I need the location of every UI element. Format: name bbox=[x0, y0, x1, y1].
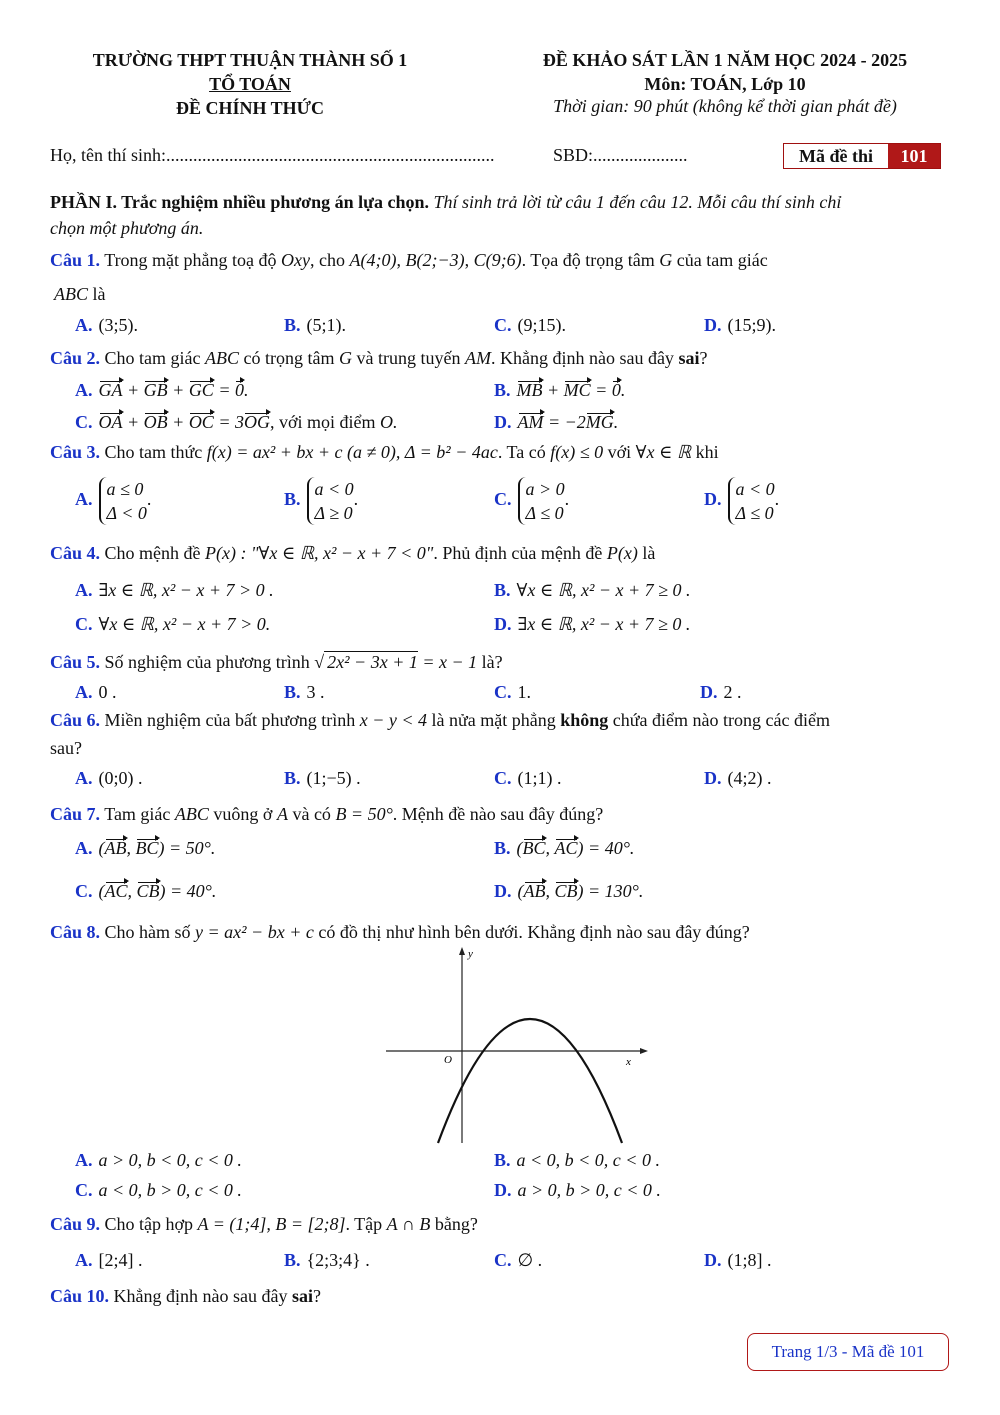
q1-point-a: A(4;0) bbox=[349, 250, 397, 270]
option-text: (1;8] . bbox=[727, 1250, 772, 1270]
option-letter: A. bbox=[75, 768, 93, 788]
parabola-graph bbox=[380, 945, 650, 1145]
option-letter: A. bbox=[75, 315, 93, 335]
q1-option-b[interactable] bbox=[284, 315, 346, 336]
option-letter: B. bbox=[284, 768, 301, 788]
exam-code-box bbox=[783, 143, 941, 169]
q6-bold: không bbox=[560, 710, 609, 730]
q2-sai: sai bbox=[678, 348, 700, 368]
q2-opt-c-tail: , với mọi điểm bbox=[269, 412, 376, 432]
group-name: TỔ TOÁN bbox=[209, 74, 291, 94]
q9-text-c: bằng? bbox=[434, 1214, 478, 1234]
q6-option-c[interactable] bbox=[494, 768, 562, 789]
q8-option-a[interactable] bbox=[75, 1150, 242, 1171]
q2-text-b: có trọng tâm bbox=[243, 348, 335, 368]
question-1-cont bbox=[54, 284, 106, 305]
option-letter: B. bbox=[284, 315, 301, 335]
option-letter: A. bbox=[75, 838, 93, 858]
option-letter: D. bbox=[704, 768, 722, 788]
option-text: 1. bbox=[517, 682, 531, 702]
q5-text-a: Số nghiệm của phương trình bbox=[104, 652, 310, 672]
option-letter: C. bbox=[494, 768, 512, 788]
q7-option-b[interactable]: B. (BC, AC) = 40°. bbox=[494, 838, 635, 858]
origin-label: O bbox=[444, 1054, 452, 1066]
option-letter: B. bbox=[284, 1250, 301, 1270]
q3-option-b[interactable]: B.a < 0 Δ ≥ 0. bbox=[284, 479, 359, 523]
q3-option-d[interactable]: D.a < 0 Δ ≤ 0. bbox=[704, 479, 780, 523]
option-letter: C. bbox=[494, 682, 512, 702]
q1-text: Trong mặt phẳng toạ độ bbox=[104, 250, 277, 270]
option-letter: B. bbox=[494, 1150, 511, 1170]
option-letter: C. bbox=[494, 489, 512, 510]
option-letter: B. bbox=[494, 580, 511, 600]
q9-text-a: Cho tập hợp bbox=[104, 1214, 194, 1234]
q5-option-d[interactable] bbox=[700, 682, 742, 703]
option-text: 0 . bbox=[98, 682, 117, 702]
q10-label: Câu 10. bbox=[50, 1286, 110, 1306]
option-letter: D. bbox=[704, 315, 722, 335]
q10-sai: sai bbox=[291, 1286, 313, 1306]
question-7: Câu 7. Tam giác ABC vuông ở A và có B = 50°. Mệnh đề nào sau đây đúng? bbox=[50, 804, 604, 824]
q1-text-d: của tam giác bbox=[676, 250, 768, 270]
q6-text-b: là nửa mặt phẳng bbox=[431, 710, 556, 730]
option-text: (0;0) . bbox=[98, 768, 143, 788]
option-letter: D. bbox=[494, 1180, 512, 1200]
q2-text-d: . Khẳng định nào sau đây bbox=[490, 348, 674, 368]
q4-option-c[interactable]: C. ∀x ∈ ℝ, x² − x + 7 > 0. bbox=[75, 614, 271, 634]
q7-option-d[interactable]: D. (AB, CB) = 130°. bbox=[494, 881, 644, 901]
q5-option-b[interactable] bbox=[284, 682, 325, 703]
section-instruction-2: chọn một phương án. bbox=[50, 218, 204, 238]
option-letter: A. bbox=[75, 489, 93, 510]
option-letter: C. bbox=[494, 1250, 512, 1270]
q9-option-b[interactable] bbox=[284, 1250, 370, 1271]
q5-option-a[interactable] bbox=[75, 682, 117, 703]
q1-oxy: Oxy bbox=[281, 250, 311, 270]
question-2 bbox=[50, 348, 707, 369]
question-5: Câu 5. Số nghiệm của phương trình √ 2x² − 3x + 1 = x − 1 là? bbox=[50, 652, 503, 672]
option-letter: A. bbox=[75, 1150, 93, 1170]
q1-text-e: là bbox=[92, 284, 106, 304]
option-letter: A. bbox=[75, 380, 93, 400]
q6-text-a: Miền nghiệm của bất phương trình bbox=[104, 710, 356, 730]
q4-text-b: . Phủ định của mệnh đề bbox=[433, 543, 603, 563]
q1-text-c: . Tọa độ trọng tâm bbox=[521, 250, 655, 270]
parabola-curve bbox=[438, 1019, 622, 1143]
option-letter: B. bbox=[494, 838, 511, 858]
q2-option-a[interactable]: A. GA + GB + GC = 0. bbox=[75, 380, 249, 400]
q8-option-b[interactable] bbox=[494, 1150, 660, 1171]
q4-label: Câu 4. bbox=[50, 543, 101, 563]
q1-option-c[interactable] bbox=[494, 315, 566, 336]
q2-g: G bbox=[338, 348, 352, 368]
y-axis-arrow bbox=[459, 947, 465, 955]
q3-option-c[interactable]: C.a > 0 Δ ≤ 0. bbox=[494, 479, 570, 523]
option-text: (5;1). bbox=[306, 315, 347, 335]
q7-text-b: vuông ở bbox=[213, 804, 273, 824]
option-letter: B. bbox=[494, 380, 511, 400]
page-footer: Trang 1/3 - Mã đề 101 bbox=[747, 1333, 949, 1371]
q6-option-b[interactable] bbox=[284, 768, 361, 789]
option-text: (4;2) . bbox=[727, 768, 772, 788]
option-text: (1;−5) . bbox=[306, 768, 361, 788]
q1-option-a[interactable] bbox=[75, 315, 138, 336]
q1-abc: ABC bbox=[54, 284, 88, 304]
q3-text-a: Cho tam thức bbox=[104, 442, 203, 462]
question-10 bbox=[50, 1286, 321, 1307]
q3-text-d: khi bbox=[695, 442, 719, 462]
option-text: a > 0, b < 0, c < 0 . bbox=[98, 1150, 242, 1170]
q3-text-c: với bbox=[607, 442, 632, 462]
q7-option-c[interactable]: C. (AC, CB) = 40°. bbox=[75, 881, 217, 901]
exam-code-label: Mã đề thi bbox=[799, 146, 873, 166]
student-name-label: Họ, tên thí sinh:......................................................................... bbox=[50, 145, 495, 165]
option-letter: D. bbox=[494, 412, 512, 432]
option-text: (1;1) . bbox=[517, 768, 562, 788]
q7-label: Câu 7. bbox=[50, 804, 101, 824]
q6-label: Câu 6. bbox=[50, 710, 101, 730]
option-letter: A. bbox=[75, 580, 93, 600]
q5-option-c[interactable] bbox=[494, 682, 531, 703]
option-letter: C. bbox=[75, 1180, 93, 1200]
option-letter: D. bbox=[494, 614, 512, 634]
q9-label: Câu 9. bbox=[50, 1214, 101, 1234]
option-text: a < 0, b > 0, c < 0 . bbox=[98, 1180, 242, 1200]
option-text: 3 . bbox=[306, 682, 325, 702]
q8-label: Câu 8. bbox=[50, 922, 101, 942]
option-letter: C. bbox=[75, 412, 93, 432]
q9-option-d[interactable] bbox=[704, 1250, 772, 1271]
question-3: Câu 3. Cho tam thức f(x) = ax² + bx + c (a ≠ 0), Δ = b² − 4ac. Ta có f(x) ≤ 0 với ∀x ∈ ℝ khi bbox=[50, 442, 719, 462]
q1-g: G bbox=[659, 250, 673, 270]
q3-text-b: . Ta có bbox=[497, 442, 546, 462]
option-letter: D. bbox=[704, 1250, 722, 1270]
q9-option-c[interactable] bbox=[494, 1250, 542, 1271]
exam-time: Thời gian: 90 phút (không kể thời gian phát đề) bbox=[553, 96, 897, 116]
question-8: Câu 8. Cho hàm số y = ax² − bx + c có đồ thị như hình bên dưới. Khẳng định nào sau đây đúng? bbox=[50, 922, 750, 942]
option-letter: A. bbox=[75, 1250, 93, 1270]
q2-text-c: và trung tuyến bbox=[356, 348, 461, 368]
question-6: Câu 6. Miền nghiệm của bất phương trình x − y < 4 là nửa mặt phẳng không chứa điểm nào trong các điểm bbox=[50, 710, 830, 730]
q2-label: Câu 2. bbox=[50, 348, 101, 368]
option-letter: C. bbox=[494, 315, 512, 335]
q2-option-d[interactable]: D. AM = −2MG. bbox=[494, 412, 619, 432]
q2-am: AM bbox=[464, 348, 491, 368]
q8-text-a: Cho hàm số bbox=[104, 922, 191, 942]
q4-text-a: Cho mệnh đề bbox=[104, 543, 201, 563]
option-text: a < 0, b < 0, c < 0 . bbox=[516, 1150, 660, 1170]
q10-end: ? bbox=[313, 1286, 321, 1306]
q8-text-b: có đồ thị như hình bên dưới. Khẳng định nào sau đây đúng? bbox=[318, 922, 750, 942]
q9-text-b: . Tập bbox=[345, 1214, 383, 1234]
q10-text-a: Khẳng định nào sau đây bbox=[113, 1286, 288, 1306]
x-axis-arrow bbox=[640, 1048, 648, 1054]
exam-title: ĐỀ KHẢO SÁT LẦN 1 NĂM HỌC 2024 - 2025 bbox=[542, 50, 908, 70]
option-text: (3;5). bbox=[98, 315, 138, 335]
option-text: 2 . bbox=[723, 682, 742, 702]
option-letter: A. bbox=[75, 682, 93, 702]
question-6-cont: sau? bbox=[50, 738, 82, 758]
q4-option-d[interactable]: D. ∃x ∈ ℝ, x² − x + 7 ≥ 0 . bbox=[494, 614, 691, 634]
option-letter: C. bbox=[75, 614, 93, 634]
q2-text-a: Cho tam giác bbox=[104, 348, 201, 368]
q1-point-c: C(9;6) bbox=[473, 250, 522, 270]
q5-text-b: là? bbox=[481, 652, 503, 672]
sbd-label: SBD:..................... bbox=[553, 145, 688, 165]
q5-label: Câu 5. bbox=[50, 652, 101, 672]
option-text: [2;4] . bbox=[98, 1250, 143, 1270]
y-axis-label: y bbox=[468, 948, 473, 960]
q1-option-d[interactable] bbox=[704, 315, 776, 336]
option-letter: D. bbox=[704, 489, 722, 510]
q7-text-c: và có bbox=[292, 804, 331, 824]
q4-option-b[interactable]: B. ∀x ∈ ℝ, x² − x + 7 ≥ 0 . bbox=[494, 580, 691, 600]
section-title: PHẦN I. Trắc nghiệm nhiều phương án lựa chọn. bbox=[50, 192, 429, 212]
option-letter: B. bbox=[284, 682, 301, 702]
option-letter: D. bbox=[494, 881, 512, 901]
q1-point-b: B(2;−3) bbox=[405, 250, 465, 270]
q4-text-c: là bbox=[642, 543, 656, 563]
option-letter: C. bbox=[75, 881, 93, 901]
q7-text-d: . Mệnh đề nào sau đây đúng? bbox=[392, 804, 604, 824]
q9-option-a[interactable] bbox=[75, 1250, 143, 1271]
exam-subject: Môn: TOÁN, Lớp 10 bbox=[644, 74, 806, 94]
question-1: Câu 1. Trong mặt phẳng toạ độ Oxy, cho A(4;0), B(2;−3), C(9;6). Tọa độ trọng tâm G của tam giác bbox=[50, 250, 768, 270]
option-letter: D. bbox=[700, 682, 718, 702]
option-text: (9;15). bbox=[517, 315, 566, 335]
q1-text-b: , cho bbox=[310, 250, 346, 270]
section-instruction: Thí sinh trả lời từ câu 1 đến câu 12. Mỗi câu thí sinh chỉ bbox=[433, 192, 842, 212]
section-heading bbox=[50, 192, 841, 213]
exam-code-value: 101 bbox=[888, 144, 940, 168]
q2-end: ? bbox=[699, 348, 708, 368]
official-label: ĐỀ CHÍNH THỨC bbox=[175, 98, 325, 118]
q8-option-c[interactable] bbox=[75, 1180, 242, 1201]
q6-option-d[interactable] bbox=[704, 768, 772, 789]
q6-text-c: chứa điểm nào trong các điểm bbox=[612, 710, 830, 730]
q4-option-a[interactable]: A. ∃x ∈ ℝ, x² − x + 7 > 0 . bbox=[75, 580, 274, 600]
q2-abc: ABC bbox=[205, 348, 239, 368]
q6-option-a[interactable] bbox=[75, 768, 143, 789]
q7-text-a: Tam giác bbox=[104, 804, 171, 824]
option-text: ∅ . bbox=[517, 1250, 543, 1270]
q8-option-d[interactable] bbox=[494, 1180, 661, 1201]
option-letter: B. bbox=[284, 489, 301, 510]
q2-option-b[interactable]: B. MB + MC = 0. bbox=[494, 380, 626, 400]
x-axis-label: x bbox=[626, 1056, 631, 1068]
option-text: (15;9). bbox=[727, 315, 776, 335]
q1-label: Câu 1. bbox=[50, 250, 101, 270]
question-4: Câu 4. Cho mệnh đề P(x) : "∀x ∈ ℝ, x² − x + 7 < 0". Phủ định của mệnh đề P(x) là bbox=[50, 543, 656, 563]
question-9: Câu 9. Cho tập hợp A = (1;4], B = [2;8]. Tập A ∩ B bằng? bbox=[50, 1214, 478, 1234]
q3-label: Câu 3. bbox=[50, 442, 101, 462]
school-name: TRƯỜNG THPT THUẬN THÀNH SỐ 1 bbox=[92, 50, 408, 70]
option-text: {2;3;4} . bbox=[306, 1250, 370, 1270]
q2-option-c[interactable]: C. OA + OB + OC = 3OG, với mọi điểm O. bbox=[75, 412, 398, 432]
q3-option-a[interactable]: A.a ≤ 0 Δ < 0. bbox=[75, 479, 152, 523]
q7-option-a[interactable]: A. (AB, BC) = 50°. bbox=[75, 838, 216, 858]
option-text: a > 0, b > 0, c < 0 . bbox=[517, 1180, 661, 1200]
